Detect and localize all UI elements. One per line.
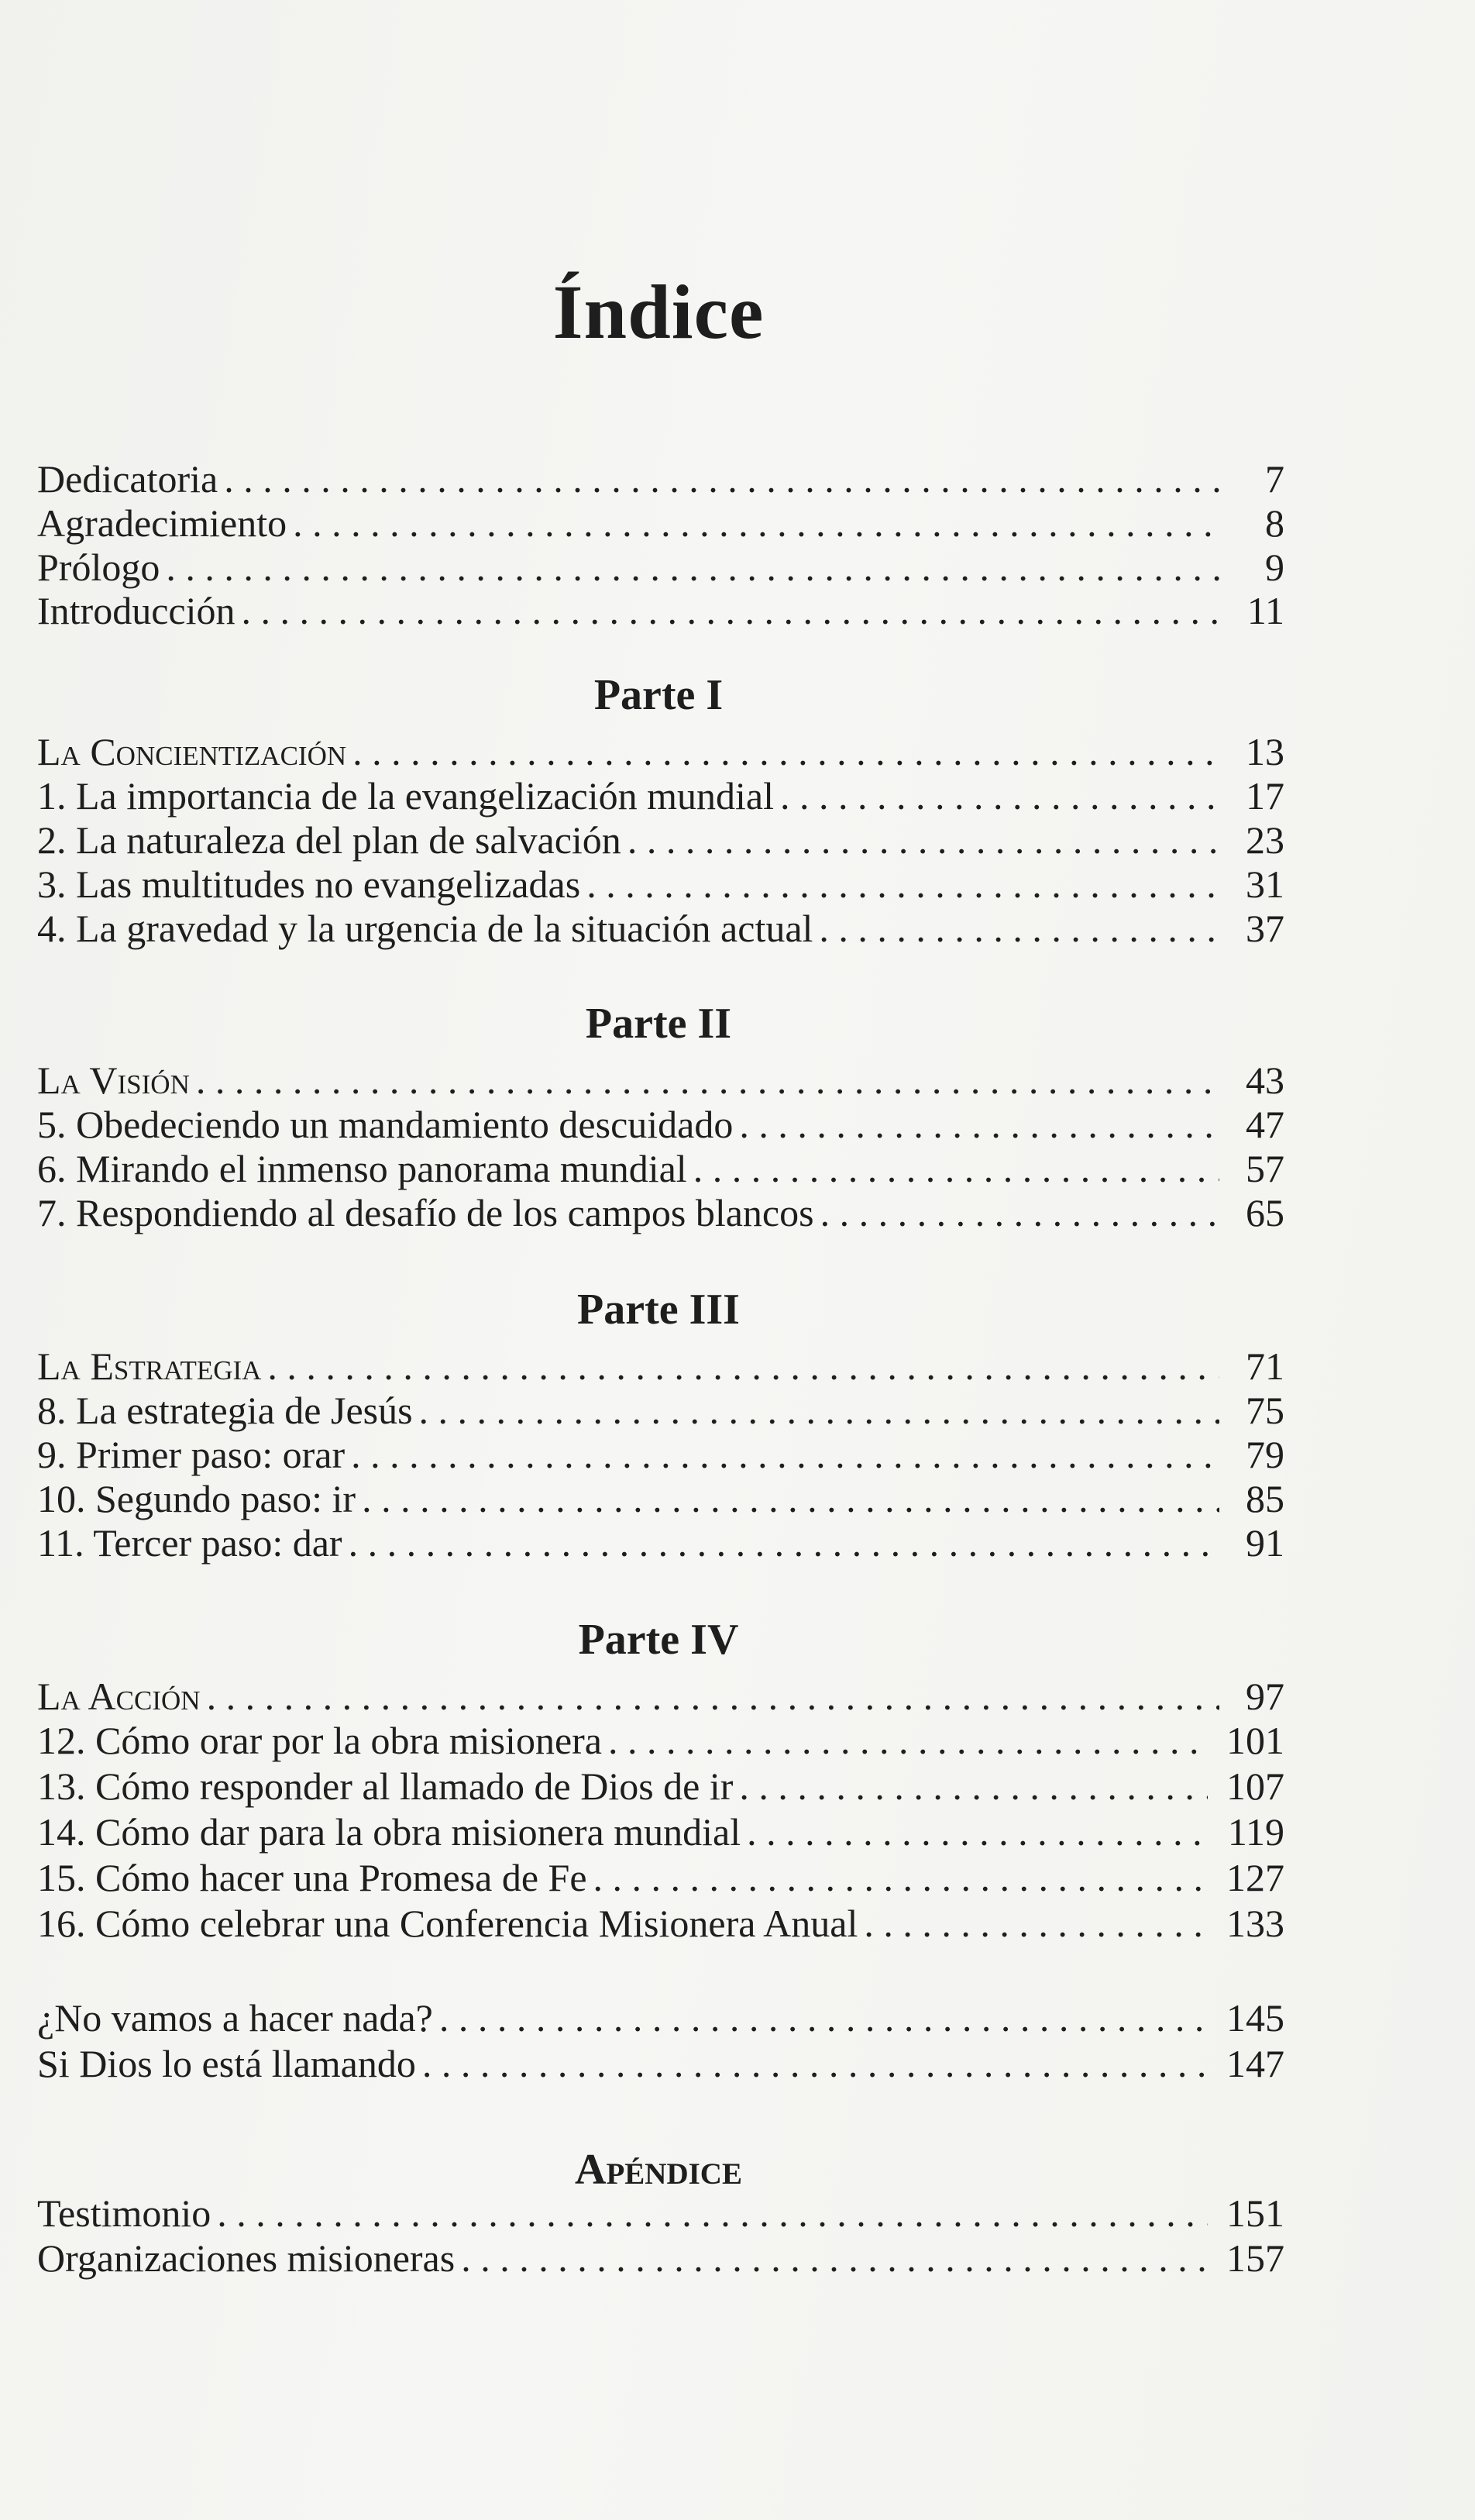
toc-chapter-label: 14. Cómo dar para la obra misionera mundial: [37, 1810, 741, 1854]
toc-chapter-entry: [37, 773, 1284, 819]
toc-chapter-entry: [37, 1189, 1284, 1236]
leader-dots: [739, 1763, 1208, 1809]
leader-dots: [217, 2190, 1208, 2236]
toc-chapter-label: 13. Cómo responder al llamado de Dios de ir: [37, 1764, 734, 1808]
toc-page-number: 13: [1246, 730, 1284, 773]
leader-dots: [820, 1189, 1219, 1236]
toc-chapter-entry: [37, 1475, 1284, 1522]
toc-page-number: 47: [1246, 1103, 1284, 1146]
toc-chapter-entry: [37, 1763, 1284, 1809]
toc-chapter-label: 11. Tercer paso: dar: [37, 1521, 342, 1565]
toc-chapter-entry: [37, 817, 1284, 863]
toc-chapter-entry: [37, 1387, 1284, 1434]
toc-entry-label: Introducción: [37, 589, 236, 632]
leader-dots: [608, 1717, 1208, 1764]
page-title: Índice: [552, 269, 765, 355]
toc-chapter-entry: [37, 1520, 1284, 1566]
toc-page-number: 65: [1246, 1191, 1284, 1234]
toc-section-entry: [37, 728, 1284, 775]
leader-dots: [439, 1995, 1208, 2041]
toc-chapter-entry: [37, 861, 1284, 907]
toc-entry-dedicatoria: [37, 456, 1284, 502]
toc-appendix-entry: [37, 2235, 1284, 2281]
leader-dots: [224, 456, 1219, 502]
leader-dots: [864, 1900, 1208, 1947]
toc-section-label: La Concientización: [37, 730, 347, 773]
leader-dots: [293, 500, 1219, 546]
toc-chapter-label: 4. La gravedad y la urgencia de la situación actual: [37, 907, 813, 950]
toc-page-number: 85: [1246, 1477, 1284, 1520]
leader-dots: [267, 1343, 1219, 1389]
leader-dots: [349, 1520, 1219, 1566]
toc-entry-closing: [37, 2040, 1284, 2087]
leader-dots: [593, 1854, 1208, 1901]
toc-page-number: 157: [1226, 2236, 1284, 2280]
toc-chapter-entry: [37, 1431, 1284, 1478]
leader-dots: [166, 544, 1219, 590]
toc-chapter-label: 10. Segundo paso: ir: [37, 1477, 356, 1520]
toc-chapter-label: 8. La estrategia de Jesús: [37, 1389, 413, 1432]
toc-section-label: La Acción: [37, 1675, 201, 1718]
toc-section-entry: [37, 1673, 1284, 1720]
toc-page-number: 11: [1246, 589, 1284, 632]
toc-section-label: La Estrategia: [37, 1344, 262, 1388]
leader-dots: [627, 817, 1219, 863]
toc-chapter-label: 2. La naturaleza del plan de salvación: [37, 818, 621, 862]
toc-chapter-entry: [37, 1101, 1284, 1148]
leader-dots: [693, 1145, 1219, 1192]
toc-chapter-entry: [37, 1854, 1284, 1901]
toc-chapter-label: 6. Mirando el inmenso panorama mundial: [37, 1147, 687, 1190]
toc-entry-agradecimiento: [37, 500, 1284, 546]
leader-dots: [352, 728, 1219, 775]
toc-page-number: 79: [1246, 1433, 1284, 1476]
toc-page-number: 17: [1246, 774, 1284, 818]
toc-page-number: 31: [1246, 862, 1284, 906]
leader-dots: [422, 2040, 1208, 2087]
leader-dots: [739, 1101, 1219, 1148]
toc-page-number: 107: [1226, 1764, 1284, 1808]
toc-appendix-entry: [37, 2190, 1284, 2236]
toc-entry-label: Organizaciones misioneras: [37, 2236, 456, 2280]
toc-page-number: 57: [1246, 1147, 1284, 1190]
toc-entry-label: Dedicatoria: [37, 457, 218, 501]
part-heading: Parte III: [577, 1286, 740, 1334]
toc-chapter-label: 16. Cómo celebrar una Conferencia Misionera Anual: [37, 1902, 858, 1945]
toc-chapter-label: 12. Cómo orar por la obra misionera: [37, 1719, 602, 1762]
toc-entry-closing: [37, 1995, 1284, 2041]
toc-entry-label: Si Dios lo está llamando: [37, 2042, 416, 2085]
toc-section-entry: [37, 1057, 1284, 1103]
toc-chapter-label: 7. Respondiendo al desafío de los campos blancos: [37, 1191, 814, 1234]
toc-chapter-label: 5. Obedeciendo un mandamiento descuidado: [37, 1103, 734, 1146]
toc-page-number: 75: [1246, 1389, 1284, 1432]
part-heading: Parte II: [585, 1000, 732, 1048]
appendix-heading: Apéndice: [575, 2146, 742, 2194]
leader-dots: [780, 773, 1219, 819]
toc-entry-label: Testimonio: [37, 2191, 211, 2235]
leader-dots: [461, 2235, 1208, 2281]
toc-section-entry: [37, 1343, 1284, 1389]
leader-dots: [586, 861, 1219, 907]
toc-page-number: 147: [1226, 2042, 1284, 2085]
toc-page-number: 119: [1227, 1810, 1284, 1854]
toc-page-number: 151: [1226, 2191, 1284, 2235]
toc-page-number: 8: [1265, 501, 1284, 545]
toc-page-number: 145: [1226, 1996, 1284, 2040]
leader-dots: [196, 1057, 1219, 1103]
toc-page-number: 9: [1265, 546, 1284, 589]
toc-chapter-entry: [37, 1809, 1284, 1855]
toc-page-number: 101: [1226, 1719, 1284, 1762]
toc-page-number: 7: [1265, 457, 1284, 501]
toc-entry-label: Prólogo: [37, 546, 160, 589]
toc-chapter-label: 9. Primer paso: orar: [37, 1433, 346, 1476]
toc-entry-introduccion: [37, 587, 1284, 634]
part-heading: Parte IV: [578, 1616, 739, 1664]
leader-dots: [351, 1431, 1219, 1478]
toc-page-number: 37: [1246, 907, 1284, 950]
toc-page-number: 71: [1246, 1344, 1284, 1388]
part-heading: Parte I: [593, 671, 724, 719]
toc-chapter-entry: [37, 1900, 1284, 1947]
toc-entry-prologo: [37, 544, 1284, 590]
leader-dots: [362, 1475, 1219, 1522]
toc-chapter-entry: [37, 1145, 1284, 1192]
toc-chapter-entry: [37, 1717, 1284, 1764]
toc-entry-label: Agradecimiento: [37, 501, 287, 545]
leader-dots: [747, 1809, 1209, 1855]
toc-chapter-label: 15. Cómo hacer una Promesa de Fe: [37, 1856, 587, 1899]
toc-entry-label: ¿No vamos a hacer nada?: [37, 1996, 433, 2040]
toc-section-label: La Visión: [37, 1059, 190, 1102]
toc-page-number: 127: [1226, 1856, 1284, 1899]
toc-page-number: 133: [1226, 1902, 1284, 1945]
toc-page-number: 91: [1246, 1521, 1284, 1565]
toc-page-number: 97: [1246, 1675, 1284, 1718]
toc-chapter-label: 1. La importancia de la evangelización mundial: [37, 774, 775, 818]
toc-page-number: 23: [1246, 818, 1284, 862]
toc-chapter-entry: [37, 905, 1284, 952]
leader-dots: [207, 1673, 1219, 1720]
toc-chapter-label: 3. Las multitudes no evangelizadas: [37, 862, 581, 906]
leader-dots: [419, 1387, 1219, 1434]
leader-dots: [241, 587, 1219, 634]
toc-page-number: 43: [1246, 1059, 1284, 1102]
leader-dots: [819, 905, 1219, 952]
